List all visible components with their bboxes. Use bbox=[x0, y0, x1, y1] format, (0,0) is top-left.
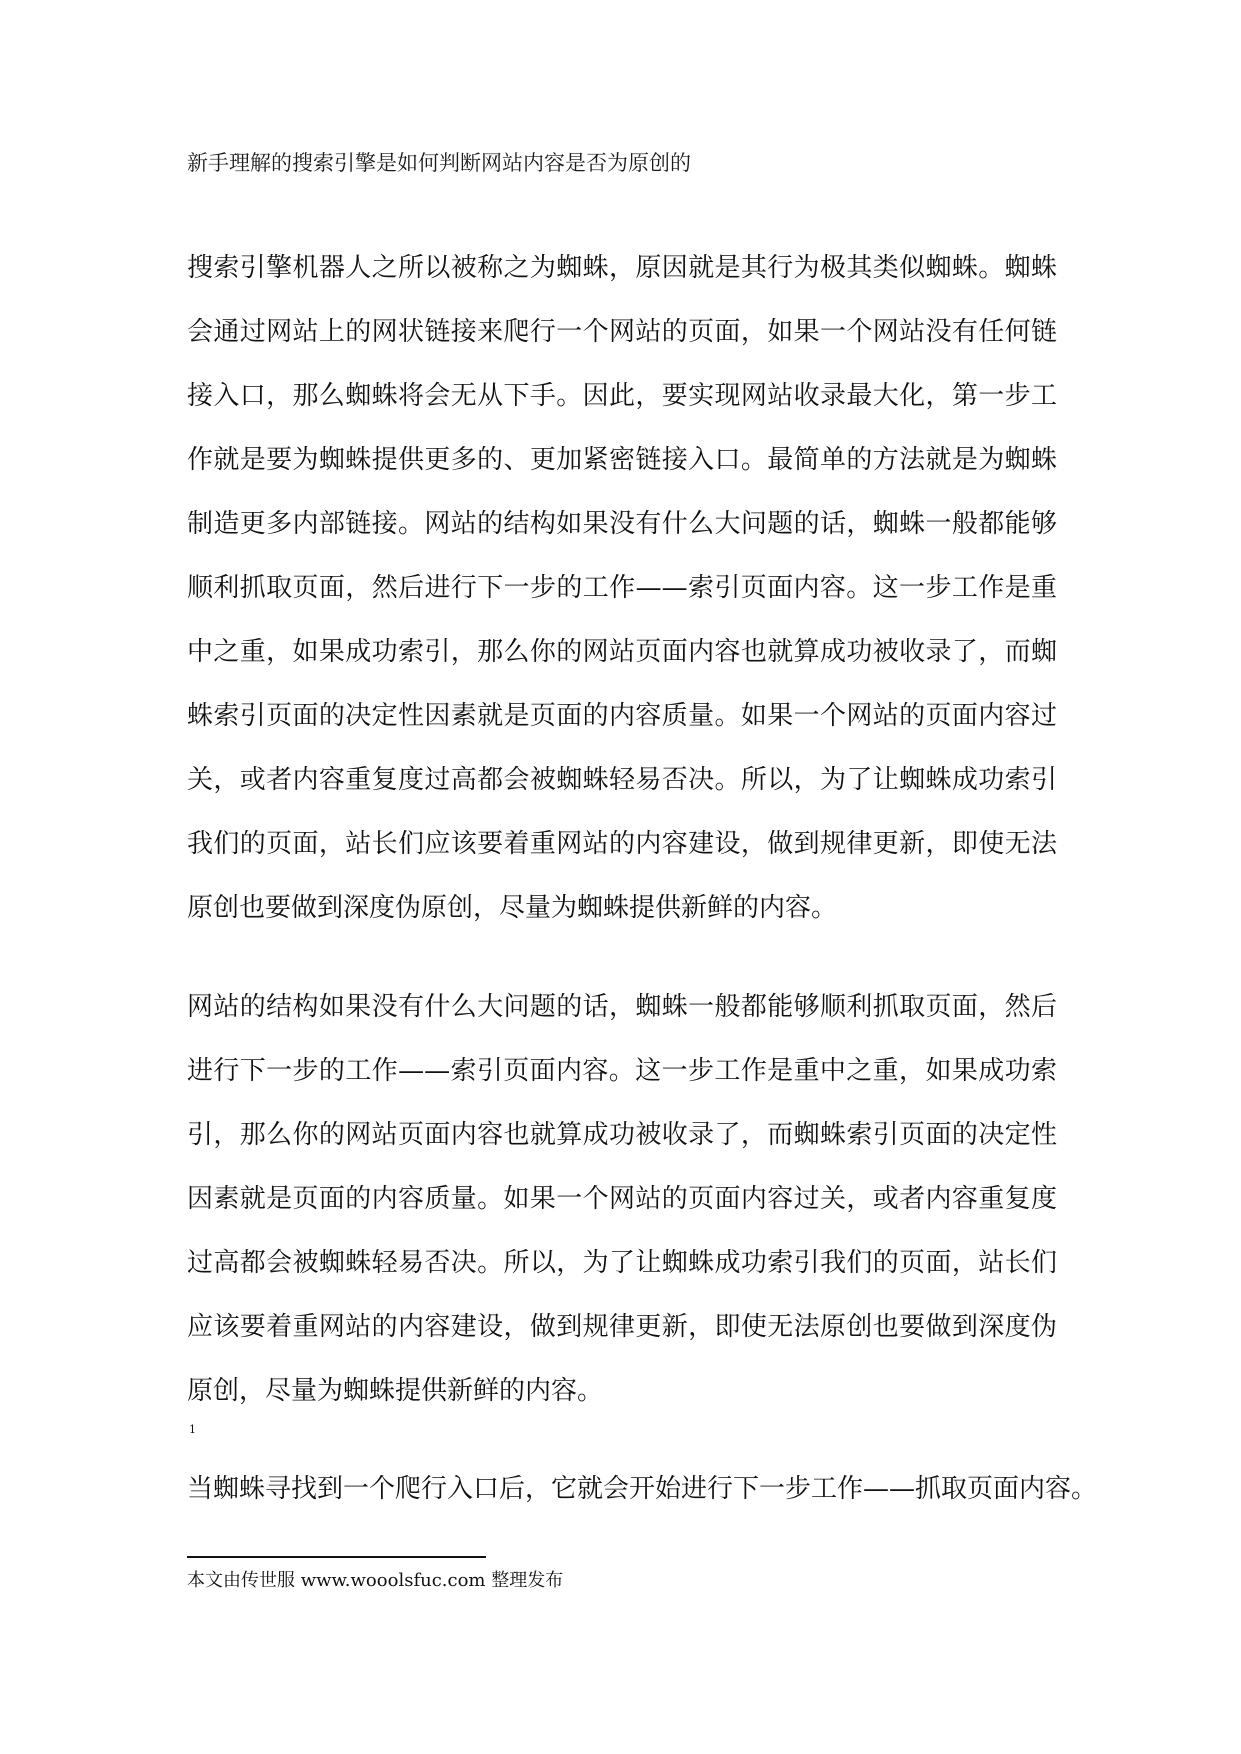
footnote-marker: 1 bbox=[189, 1423, 196, 1436]
body-paragraph-2: 网站的结构如果没有什么大问题的话，蜘蛛一般都能够顺利抓取页面，然后进行下一步的工作——索引页面内容。这一步工作是重中之重，如果成功索引，那么你的网站页面内容也就算成功被收录了，而蜘蛛索引页面的决定性因素就是页面的内容质量。如果一个网站的页面内容过关，或者内容重复度过高都会被蜘蛛轻易否决。所以，为了让蜘蛛成功索引我们的页面，站长们应该要着重网站的内容建设，做到规律更新，即使无法原创也要做到深度伪原创，尽量为蜘蛛提供新鲜的内容。 bbox=[187, 992, 1057, 1406]
document-title: 新手理解的搜索引擎是如何判断网站内容是否为原创的 bbox=[187, 151, 691, 175]
footnote-divider bbox=[187, 1556, 486, 1558]
body-paragraph-3: 当蜘蛛寻找到一个爬行入口后，它就会开始进行下一步工作——抓取页面内容。 bbox=[187, 1474, 1098, 1504]
body-paragraph-1: 搜索引擎机器人之所以被称之为蜘蛛，原因就是其行为极其类似蜘蛛。蜘蛛会通过网站上的网状链接来爬行一个网站的页面，如果一个网站没有任何链接入口，那么蜘蛛将会无从下手。因此，要实现网站收录最大化，第一步工作就是要为蜘蛛提供更多的、更加紧密链接入口。最简单的方法就是为蜘蛛制造更多内部链接。网站的结构如果没有什么大问题的话，蜘蛛一般都能够顺利抓取页面，然后进行下一步的工作——索引页面内容。这一步工作是重中之重，如果成功索引，那么你的网站页面内容也就算成功被收录了，而蜘蛛索引页面的决定性因素就是页面的内容质量。如果一个网站的页面内容过关，或者内容重复度过高都会被蜘蛛轻易否决。所以，为了让蜘蛛成功索引我们的页面，站长们应该要着重网站的内容建设，做到规律更新，即使无法原创也要做到深度伪原创，尽量为蜘蛛提供新鲜的内容。 bbox=[187, 253, 1057, 923]
footnote-text: 本文由传世服 www.wooolsfuc.com 整理发布 bbox=[187, 1570, 564, 1591]
